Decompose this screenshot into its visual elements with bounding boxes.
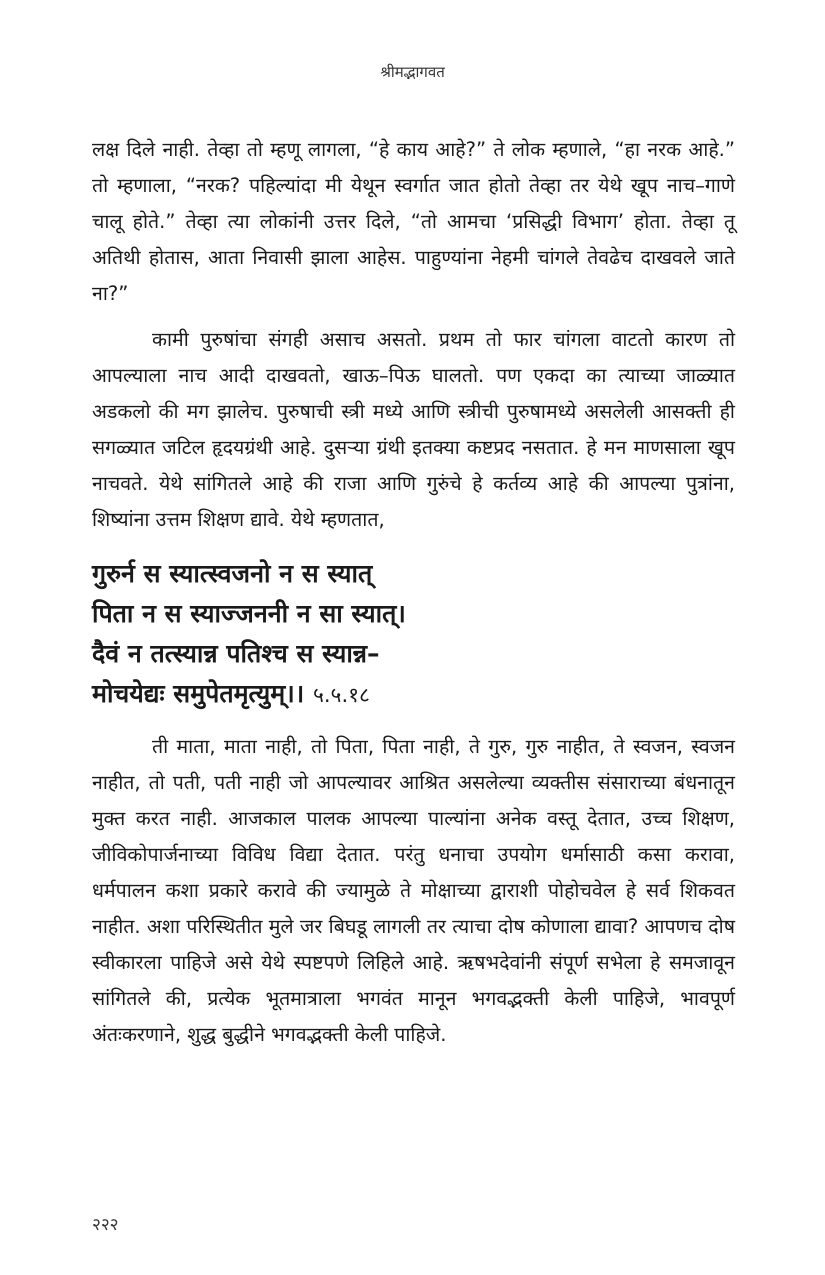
verse-line-4-text: मोचयेद्यः समुपेतमृत्युम्।। [92,679,305,708]
running-header: श्रीमद्भागवत [380,63,445,81]
verse-line-4 [92,674,735,715]
verse-line-2: पिता न स स्याज्जननी न सा स्यात्। [92,599,406,628]
verse-line-1: गुरुर्न स स्यात्स्वजनो न स स्यात् [92,559,373,588]
paragraph-2: कामी पुरुषांचा संगही असाच असतो. प्रथम तो फार चांगला वाटतो कारण तो आपल्याला नाच आदी दाखवतो, खाऊ–पिऊ घालतो. पण एकदा का त्याच्या जाळ्यात अडकलो की मग झालेच. पुरुषाची स्त्री मध्ये आणि स्त्रीची पुरुषामध्ये असलेली आसक्ती ही सगळ्यात जटिल हृदयग्रंथी आहे. दुसऱ्या ग्रंथी इतक्या कष्टप्रद नसतात. हे मन माणसाला खूप नाचवते. येथे सांगितले आहे की राजा आणि गुरुंचे हे कर्तव्य आहे की आपल्या पुत्रांना, शिष्यांना उत्तम शिक्षण द्यावे. येथे म्हणतात, [92,328,735,531]
paragraph-1: लक्ष दिले नाही. तेव्हा तो म्हणू लागला, “हे काय आहे?” ते लोक म्हणाले, “हा नरक आहे.” तो म्हणाला, “नरक? पहिल्यांदा मी येथून स्वर्गात जात होतो तेव्हा तर येथे खूप नाच–गाणे चालू होते.” तेव्हा त्या लोकांनी उत्तर दिले, “तो आमचा ‘प्रसिद्धी विभाग’ होता. तेव्हा तू अतिथी होतास, आता निवासी झाला आहेस. पाहुण्यांना नेहमी चांगले तेवढेच दाखवले जाते ना?” [92,138,735,305]
sanskrit-verse [92,554,735,715]
page-number: २२२ [92,1215,119,1235]
paragraph-3: ती माता, माता नाही, तो पिता, पिता नाही, ते गुरु, गुरु नाहीत, ते स्वजन, स्वजन नाहीत, तो पती, पती नाही जो आपल्यावर आश्रित असलेल्या व्यक्तीस संसाराच्या बंधनातून मुक्त करत नाही. आजकाल पालक आपल्या पाल्यांना अनेक वस्तू देतात, उच्च शिक्षण, जीविकोपार्जनाच्या विविध विद्या देतात. परंतु धनाचा उपयोग धर्मासाठी कसा करावा, धर्मपालन कशा प्रकारे करावे की ज्यामुळे ते मोक्षाच्या द्वाराशी पोहोचवेल हे सर्व शिकवत नाहीत. अशा परिस्थितीत मुले जर बिघडू लागली तर त्याचा दोष कोणाला द्यावा? आपणच दोष स्वीकारला पाहिजे असे येथे स्पष्टपणे लिहिले आहे. ऋषभदेवांनी संपूर्ण सभेला हे समजावून सांगितले की, प्रत्येक भूतमात्राला भगवंत मानून भगवद्भक्ती केली पाहिजे, भावपूर्ण अंतःकरणाने, शुद्ध बुद्धीने भगवद्भक्ती केली पाहिजे. [92,735,735,1046]
page-body [92,132,735,1053]
verse-reference: ५.५.१८ [312,683,370,707]
verse-line-3: दैवं न तत्स्यान्न पतिश्च स स्यान्न– [92,639,380,668]
